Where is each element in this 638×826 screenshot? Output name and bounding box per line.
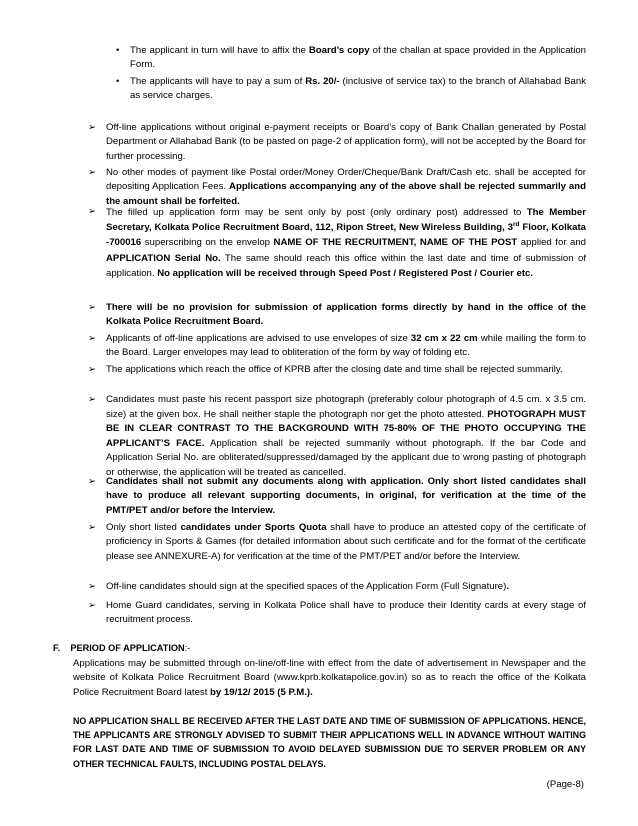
item-text: superscribing on the envelop (141, 237, 274, 249)
item-text: The same should reach this office within the last date and time of submission of application. (106, 252, 587, 279)
item-text: of the challan at space provided in the Application Form. (130, 45, 587, 71)
section-heading-suffix: :- (184, 643, 191, 653)
item-text: There will be no provision for submission of application forms directly by hand in the office of the Kolkata Police Recruitment Board. (106, 302, 586, 328)
arrow-bullet-icon: ➢ (88, 476, 97, 487)
bullet-dot-icon: • (116, 45, 120, 56)
item-text: Rs. 20/- (305, 76, 340, 87)
item-text: rd (513, 221, 520, 229)
item-text: (inclusive of service tax) to the branch of Allahabad Bank as service charges. (130, 76, 586, 102)
list-item (88, 166, 586, 209)
item-text: No application will be received through Speed Post / Registered Post / Courier etc. (157, 267, 534, 279)
item-text: Board’s copy (308, 45, 370, 56)
notice-paragraph: NO APPLICATION SHALL BE RECEIVED AFTER THE LAST DATE AND TIME OF SUBMISSION OF APPLICATIONS. HENCE, THE APPLICANTS ARE STRONGLY ADVISED TO SUBMIT THEIR APPLICATIONS WELL IN ADVANCE WITHOUT WAITING FOR LAST DATE AND TIME OF SUBMISSION TO AVOID DELAYED SUBMISSION DUE TO SERVER PROBLEM OR ANY OTHER TECHNICAL FAULTS, INCLUDING POSTAL DELAYS. (73, 716, 586, 769)
item-text: Floor, Kolkata -700016 (106, 222, 586, 249)
arrow-bullet-icon: ➢ (88, 522, 97, 533)
item-text: Candidates shall not submit any documents along with application. Only short listed candidates shall have to produce all relevant supporting documents, in original, for verification at the time of the PMT/PET and/or before the Interview. (106, 476, 586, 516)
list-item (116, 75, 586, 104)
arrow-bullet-icon: ➢ (88, 394, 97, 405)
item-text: while mailing the form to the Board. Larger envelopes may lead to obliteration of the form by way of folding etc. (106, 333, 587, 359)
list-item (88, 521, 586, 564)
item-text: Applications accompanying any of the above shall be rejected summarily and the amount shall be forfeited. (106, 181, 586, 207)
item-text: applied for and (517, 237, 587, 249)
section-heading (53, 641, 190, 655)
list-item (116, 44, 586, 73)
item-text: The Member Secretary, Kolkata Police Recruitment Board, 112, Ripon Street, New Wireless Building, 3 (106, 207, 586, 234)
item-text: No other modes of payment like Postal order/Money Order/Cheque/Bank Draft/Cash etc. shall be accepted for depositing Application Fees. (106, 167, 586, 193)
paragraph-text: Applications may be submitted through on-line/off-line with effect from the date of advertisement in Newspaper and the website of Kolkata Police Recruitment Board (www.kprb.kolkatapolice.gov.in) so as to reach the office of the Kolkata Police Recruitment Board latest (73, 658, 586, 698)
item-text: The applicants will have to pay a sum of (130, 76, 306, 87)
item-text: Home Guard candidates, serving in Kolkata Police shall have to produce their Identity cards at every stage of recruitment process. (106, 600, 586, 626)
list-item (88, 580, 586, 594)
deadline-text: by 19/12/ 2015 (5 P.M.). (210, 686, 313, 698)
item-text: PHOTOGRAPH MUST BE IN CLEAR CONTRAST TO THE BACKGROUND WITH 75-80% OF THE PHOTO OCCUPYING THE APPLICANT’S FACE. (106, 408, 586, 449)
section-heading-text: F. PERIOD OF APPLICATION (53, 643, 185, 653)
item-text: The filled up application form may be sent only by post (only ordinary post) addressed to (106, 207, 527, 218)
item-text: Candidates must paste his recent passport size photograph (preferably colour photograph of 4.5 cm. x 3.5 cm. size) at the given box. He shall neither staple the photograph nor get the photo attested. (106, 394, 586, 420)
item-text: APPLICATION Serial No. (106, 252, 221, 264)
list-item (88, 332, 586, 361)
item-text: Off-line applications without original e-payment receipts or Board’s copy of Bank Challan generated by Postal Department or Allahabad Bank (to be pasted on page-2 of application form), will not be accepted by the Board for further processing. (106, 122, 586, 162)
item-text: . (506, 581, 509, 592)
list-item (88, 393, 586, 481)
bullet-dot-icon: • (116, 76, 120, 87)
list-item (88, 301, 586, 330)
item-text: The applicant in turn will have to affix the (130, 45, 309, 56)
arrow-bullet-icon: ➢ (88, 333, 97, 344)
arrow-bullet-icon: ➢ (88, 364, 97, 375)
item-text: Only short listed (106, 522, 181, 533)
list-item (88, 475, 586, 518)
list-item (88, 121, 586, 164)
arrow-bullet-icon: ➢ (88, 600, 97, 611)
item-text: 32 cm x 22 cm (410, 333, 478, 344)
arrow-bullet-icon: ➢ (88, 122, 97, 133)
arrow-bullet-icon: ➢ (88, 302, 97, 313)
item-text: Applicants of off-line applications are advised to use envelopes of size (106, 333, 411, 344)
list-item (88, 363, 586, 377)
list-item (88, 599, 586, 628)
list-item (88, 205, 586, 281)
item-text: Application shall be rejected summarily without photograph. If the bar Code and Application Serial No. are obliterated/suppressed/damaged by the applicant due to wrong pasting of photograph or otherwise, the application will be treated as cancelled. (106, 437, 586, 478)
item-text: candidates under Sports Quota (180, 522, 327, 533)
item-text: shall have to produce an attested copy of the certificate of proficiency in Sports & Games (for detailed information about such certificate and for the format of the certificate please see ANNEXURE-A) for verification at the time of the PMT/PET and/or before the Interview. (106, 522, 586, 562)
item-text: NAME OF THE RECRUITMENT, NAME OF THE POST (273, 237, 518, 249)
arrow-bullet-icon: ➢ (88, 581, 97, 592)
item-text: The applications which reach the office of KPRB after the closing date and time shall be rejected summarily. (106, 364, 563, 375)
item-text: Off-line candidates should sign at the specified spaces of the Application Form (Full Signature) (106, 581, 507, 592)
page-number: (Page-8) (546, 779, 584, 790)
period-paragraph (73, 657, 586, 700)
arrow-bullet-icon: ➢ (88, 206, 97, 217)
arrow-bullet-icon: ➢ (88, 167, 97, 178)
